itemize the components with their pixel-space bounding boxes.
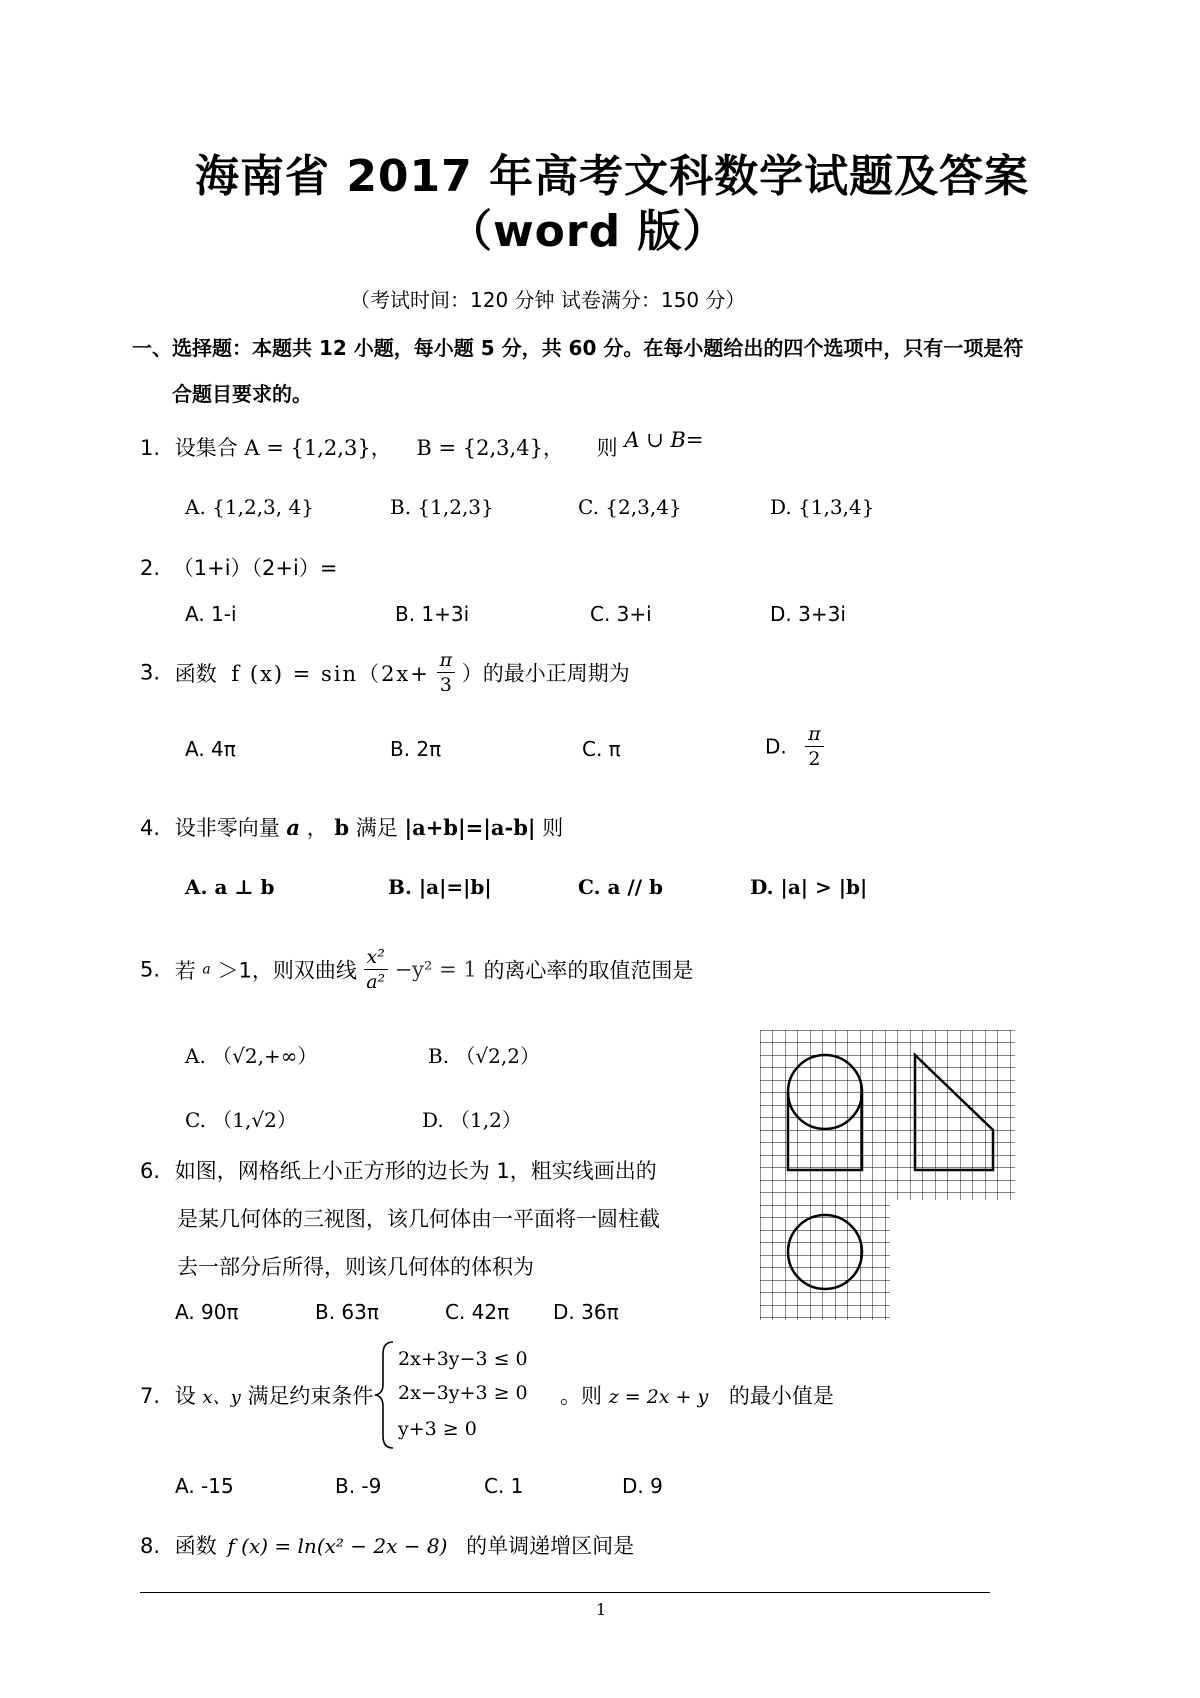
option-d	[765, 722, 824, 771]
question-4	[140, 812, 563, 842]
question-stem: 的最小值是	[728, 1384, 834, 1408]
question-number: 6.	[140, 1159, 161, 1183]
question-stem: 的离心率的取值范围是	[483, 958, 694, 983]
option-a: A. {1,2,3, 4}	[185, 495, 314, 519]
question-number: 2.	[140, 556, 161, 580]
objective-expr: z = 2x + y	[608, 1386, 709, 1408]
constraint-3: y+3 ≥ 0	[398, 1418, 477, 1440]
question-3	[140, 648, 630, 697]
option-label: D.	[765, 734, 787, 759]
question-6-line2: 是某几何体的三视图，该几何体由一平面将一圆柱截	[177, 1207, 660, 1231]
fraction-pi-over-2	[805, 722, 824, 771]
option-c: C. 1	[484, 1474, 524, 1498]
option-a: A. （√2,+∞）	[185, 1044, 318, 1068]
question-stem: 则	[596, 436, 618, 460]
option-c: C. π	[582, 737, 621, 761]
question-8	[140, 1530, 634, 1560]
exam-info: （考试时间：120 分钟 试卷满分：150 分）	[350, 288, 746, 312]
option-b: B. -9	[335, 1474, 382, 1498]
question-number: 7.	[140, 1384, 161, 1408]
union-expr: A ∪ B=	[624, 428, 704, 452]
question-stem: 设非零向量	[174, 816, 280, 840]
question-6	[140, 1155, 657, 1185]
option-c: C. 42π	[445, 1300, 510, 1324]
question-stem: 函数	[174, 1534, 217, 1558]
question-stem: 的单调递增区间是	[466, 1534, 635, 1558]
vector-b: b	[334, 815, 350, 840]
vector-a: a	[286, 815, 301, 840]
option-a: A. a ⊥ b	[185, 875, 275, 899]
question-2	[140, 552, 337, 582]
option-d: D. |a| > |b|	[750, 875, 868, 899]
option-c: C. 3+i	[590, 602, 652, 626]
question-5	[140, 945, 693, 994]
question-stem: 设集合	[174, 436, 238, 460]
question-number: 4.	[140, 816, 161, 840]
question-7	[140, 1380, 373, 1410]
question-stem: 。则	[560, 1384, 602, 1408]
fraction-numerator: π	[805, 722, 824, 747]
question-stem: 函数	[174, 661, 217, 686]
footer-divider	[140, 1592, 990, 1593]
set-b: B = {2,3,4}，	[416, 436, 564, 460]
option-b: B. 63π	[315, 1300, 379, 1324]
question-number: 5.	[140, 957, 161, 982]
fraction-x2-over-a2	[364, 945, 388, 994]
question-number: 3.	[140, 660, 161, 685]
question-number: 8.	[140, 1534, 161, 1558]
question-stem: 则	[542, 816, 564, 840]
fraction-denominator: 3	[439, 674, 452, 696]
question-7-tail	[560, 1380, 834, 1410]
option-d: D. （1,2）	[422, 1108, 522, 1132]
fraction-denominator: a²	[366, 971, 386, 993]
option-d: D. 36π	[553, 1300, 619, 1324]
option-a: A. -15	[175, 1474, 234, 1498]
grid-bottom	[760, 1200, 890, 1320]
option-a: A. 90π	[175, 1300, 239, 1324]
section-heading-cont: 合题目要求的。	[172, 382, 312, 406]
option-a: A. 1-i	[185, 602, 237, 626]
page-subtitle: （word 版）	[448, 206, 728, 257]
fraction-pi-over-3	[437, 648, 456, 697]
page-title: 海南省 2017 年高考文科数学试题及答案	[195, 151, 1030, 202]
question-6-line3: 去一部分后所得，则该几何体的体积为	[177, 1255, 534, 1279]
separator: ，	[306, 816, 328, 840]
fraction-numerator: π	[437, 648, 456, 673]
variables-xy: x、y	[202, 1387, 241, 1408]
option-d: D. {1,3,4}	[770, 495, 875, 519]
option-c: C. （1,√2）	[185, 1108, 297, 1132]
fraction-denominator: 2	[808, 748, 821, 770]
function-expr: f (x) = sin（2x+	[231, 661, 430, 686]
condition-expr: |a+b|=|a-b|	[404, 815, 536, 840]
option-b: B. （√2,2）	[428, 1044, 540, 1068]
set-a: A = {1,2,3}，	[244, 436, 392, 460]
three-view-figure	[760, 1030, 1020, 1325]
variable-a: a	[202, 961, 211, 978]
fraction-numerator: x²	[364, 945, 388, 970]
option-c: C. {2,3,4}	[578, 495, 682, 519]
option-d: D. 3+3i	[770, 602, 846, 626]
question-stem: 满足约束条件	[247, 1384, 374, 1408]
function-expr: f (x) = ln(x² − 2x − 8)	[227, 1534, 448, 1558]
page-number: 1	[596, 1600, 607, 1619]
equation-rest: −y² = 1	[394, 957, 477, 982]
question-stem: 满足	[355, 816, 398, 840]
option-b: B. 1+3i	[395, 602, 470, 626]
option-a: A. 4π	[185, 737, 236, 761]
section-heading: 一、选择题：本题共 12 小题，每小题 5 分，共 60 分。在每小题给出的四个选项中，只有一项是符	[132, 336, 1024, 360]
constraint-2: 2x−3y+3 ≥ 0	[398, 1382, 528, 1404]
option-b: B. 2π	[390, 737, 442, 761]
option-b: B. |a|=|b|	[388, 875, 492, 899]
constraint-1: 2x+3y−3 ≤ 0	[398, 1348, 528, 1370]
option-c: C. a // b	[578, 875, 663, 899]
question-stem: （1+i）（2+i）=	[172, 556, 338, 580]
question-stem: ）的最小正周期为	[461, 661, 630, 686]
question-1	[140, 428, 704, 462]
question-number: 1.	[140, 436, 161, 460]
question-stem: 若	[174, 958, 196, 983]
option-b: B. {1,2,3}	[390, 495, 494, 519]
question-stem: 设	[174, 1384, 196, 1408]
option-d: D. 9	[622, 1474, 663, 1498]
question-stem: 如图，网格纸上小正方形的边长为 1，粗实线画出的	[174, 1159, 657, 1183]
question-stem: ＞1，则双曲线	[217, 958, 357, 983]
constraint-brace	[373, 1340, 397, 1450]
